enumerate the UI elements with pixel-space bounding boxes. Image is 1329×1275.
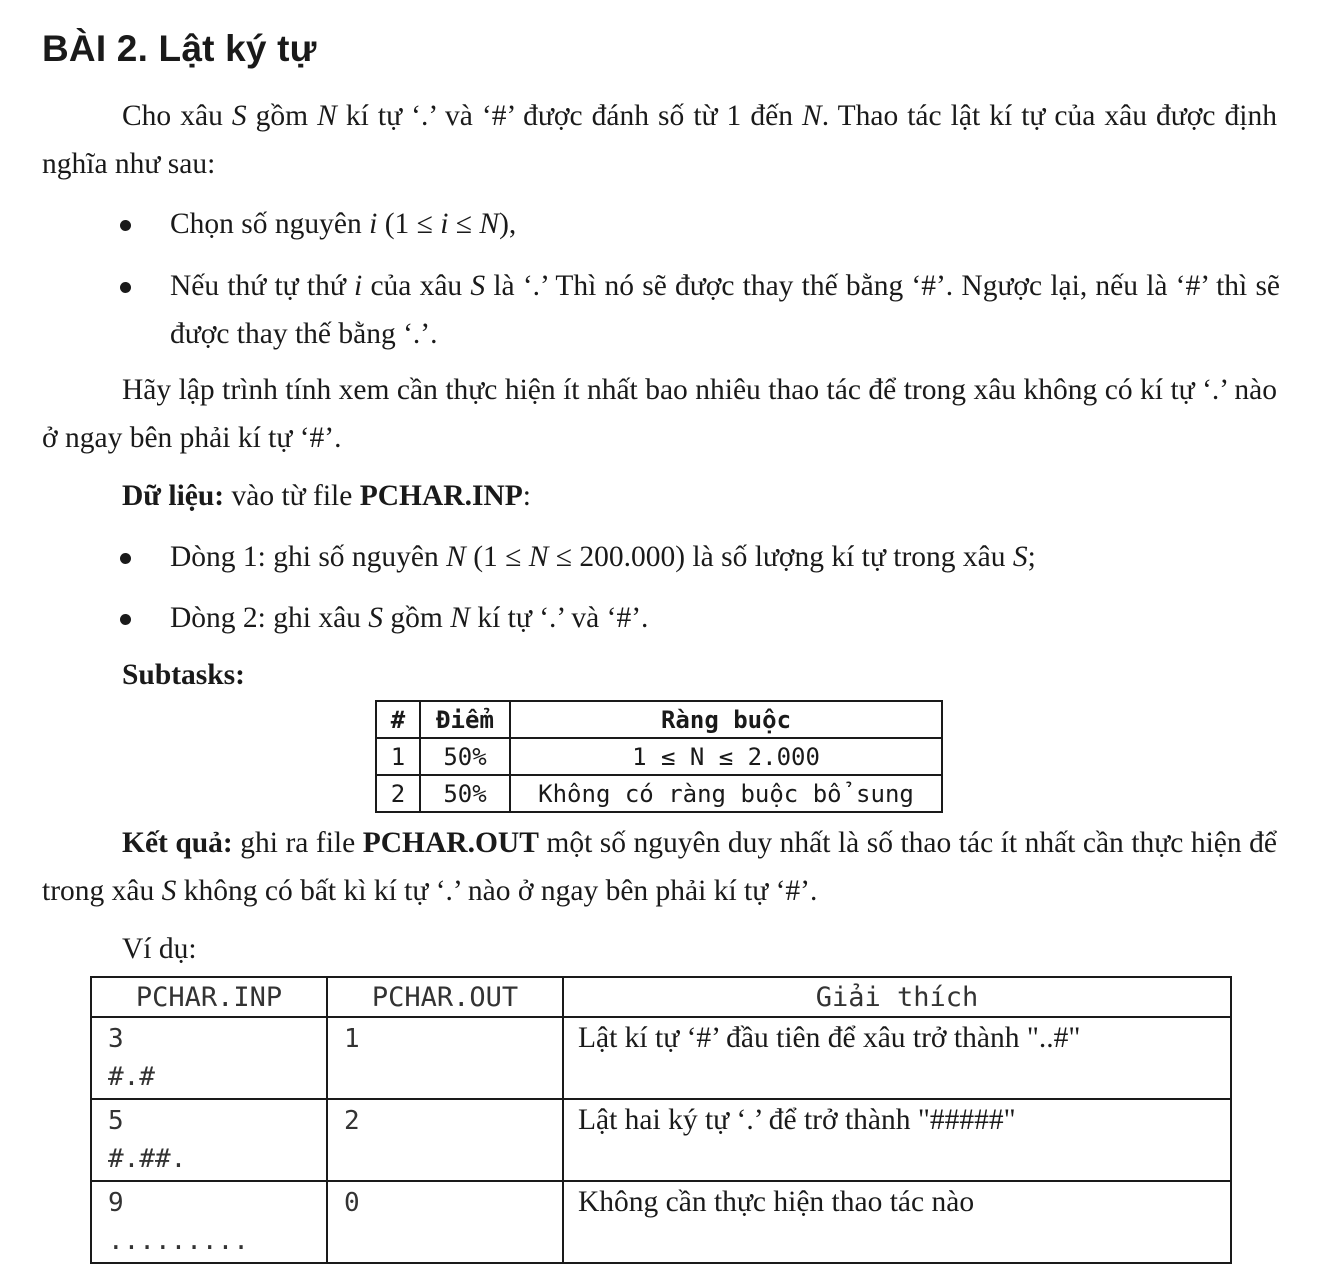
- table-cell: 2: [376, 775, 420, 812]
- table-header: PCHAR.INP: [91, 977, 327, 1017]
- input-line: #.#: [108, 1062, 155, 1092]
- table-cell: Không có ràng buộc bổ sung: [510, 775, 942, 812]
- input-cell: [91, 1099, 327, 1181]
- input-line: 5: [108, 1106, 124, 1136]
- table-header: Ràng buộc: [510, 701, 942, 738]
- table-header: #: [376, 701, 420, 738]
- example-table: [90, 976, 1232, 1264]
- list-item: Dòng 1: ghi số nguyên N (1 ≤ N ≤ 200.000) là số lượng kí tự trong xâu S;: [120, 533, 1280, 581]
- table-row: [376, 738, 942, 775]
- bullet-icon: [120, 614, 131, 625]
- input-line: .........: [108, 1226, 249, 1256]
- input-line: 9: [108, 1188, 124, 1218]
- intro-paragraph: Cho xâu S gồm N kí tự ‘.’ và ‘#’ được đánh số từ 1 đến N. Thao tác lật kí tự của xâu được định nghĩa như sau:: [42, 100, 1277, 180]
- table-header: Giải thích: [563, 977, 1231, 1017]
- table-header-row: [91, 977, 1231, 1017]
- input-cell: [91, 1017, 327, 1099]
- subtasks-table: [375, 700, 943, 813]
- bullet-icon: [120, 553, 131, 564]
- list-item: Nếu thứ tự thứ i của xâu S là ‘.’ Thì nó sẽ được thay thế bằng ‘#’. Ngược lại, nếu là ‘#’ thì sẽ được thay thế bằng ‘.’.: [120, 262, 1280, 358]
- explanation-cell: Lật kí tự ‘#’ đầu tiên để xâu trở thành "..#": [563, 1017, 1231, 1099]
- subtasks-heading: Subtasks:: [122, 659, 245, 691]
- table-header: PCHAR.OUT: [327, 977, 563, 1017]
- table-header: Điểm: [420, 701, 510, 738]
- output-cell: 1: [327, 1017, 563, 1099]
- output-cell: 0: [327, 1181, 563, 1263]
- explanation-cell: Lật hai ký tự ‘.’ để trở thành "#####": [563, 1099, 1231, 1181]
- table-cell: 1 ≤ N ≤ 2.000: [510, 738, 942, 775]
- table-cell: 50%: [420, 775, 510, 812]
- task-paragraph: Hãy lập trình tính xem cần thực hiện ít nhất bao nhiêu thao tác để trong xâu không có kí tự ‘.’ nào ở ngay bên phải kí tự ‘#’.: [42, 374, 1277, 454]
- table-cell: 1: [376, 738, 420, 775]
- table-row: [91, 1099, 1231, 1181]
- bullet-icon: [120, 220, 131, 231]
- list-item: Dòng 2: ghi xâu S gồm N kí tự ‘.’ và ‘#’.: [120, 594, 1280, 642]
- bullet-icon: [120, 282, 131, 293]
- input-heading: Dữ liệu: vào từ file PCHAR.INP:: [122, 480, 531, 512]
- output-cell: 2: [327, 1099, 563, 1181]
- output-paragraph: Kết quả: ghi ra file PCHAR.OUT một số nguyên duy nhất là số thao tác ít nhất cần thực hiện để trong xâu S không có bất kì kí tự ‘.’ nào ở ngay bên phải kí tự ‘#’.: [42, 827, 1277, 907]
- input-line: 3: [108, 1024, 124, 1054]
- table-row: [376, 775, 942, 812]
- list-item: Chọn số nguyên i (1 ≤ i ≤ N),: [120, 200, 1280, 248]
- input-line: #.##.: [108, 1144, 187, 1174]
- table-header-row: [376, 701, 942, 738]
- table-row: [91, 1181, 1231, 1263]
- table-cell: 50%: [420, 738, 510, 775]
- example-heading: Ví dụ:: [122, 933, 197, 965]
- explanation-cell: Không cần thực hiện thao tác nào: [563, 1181, 1231, 1263]
- problem-title: BÀI 2. Lật ký tự: [42, 28, 317, 69]
- table-row: [91, 1017, 1231, 1099]
- input-cell: [91, 1181, 327, 1263]
